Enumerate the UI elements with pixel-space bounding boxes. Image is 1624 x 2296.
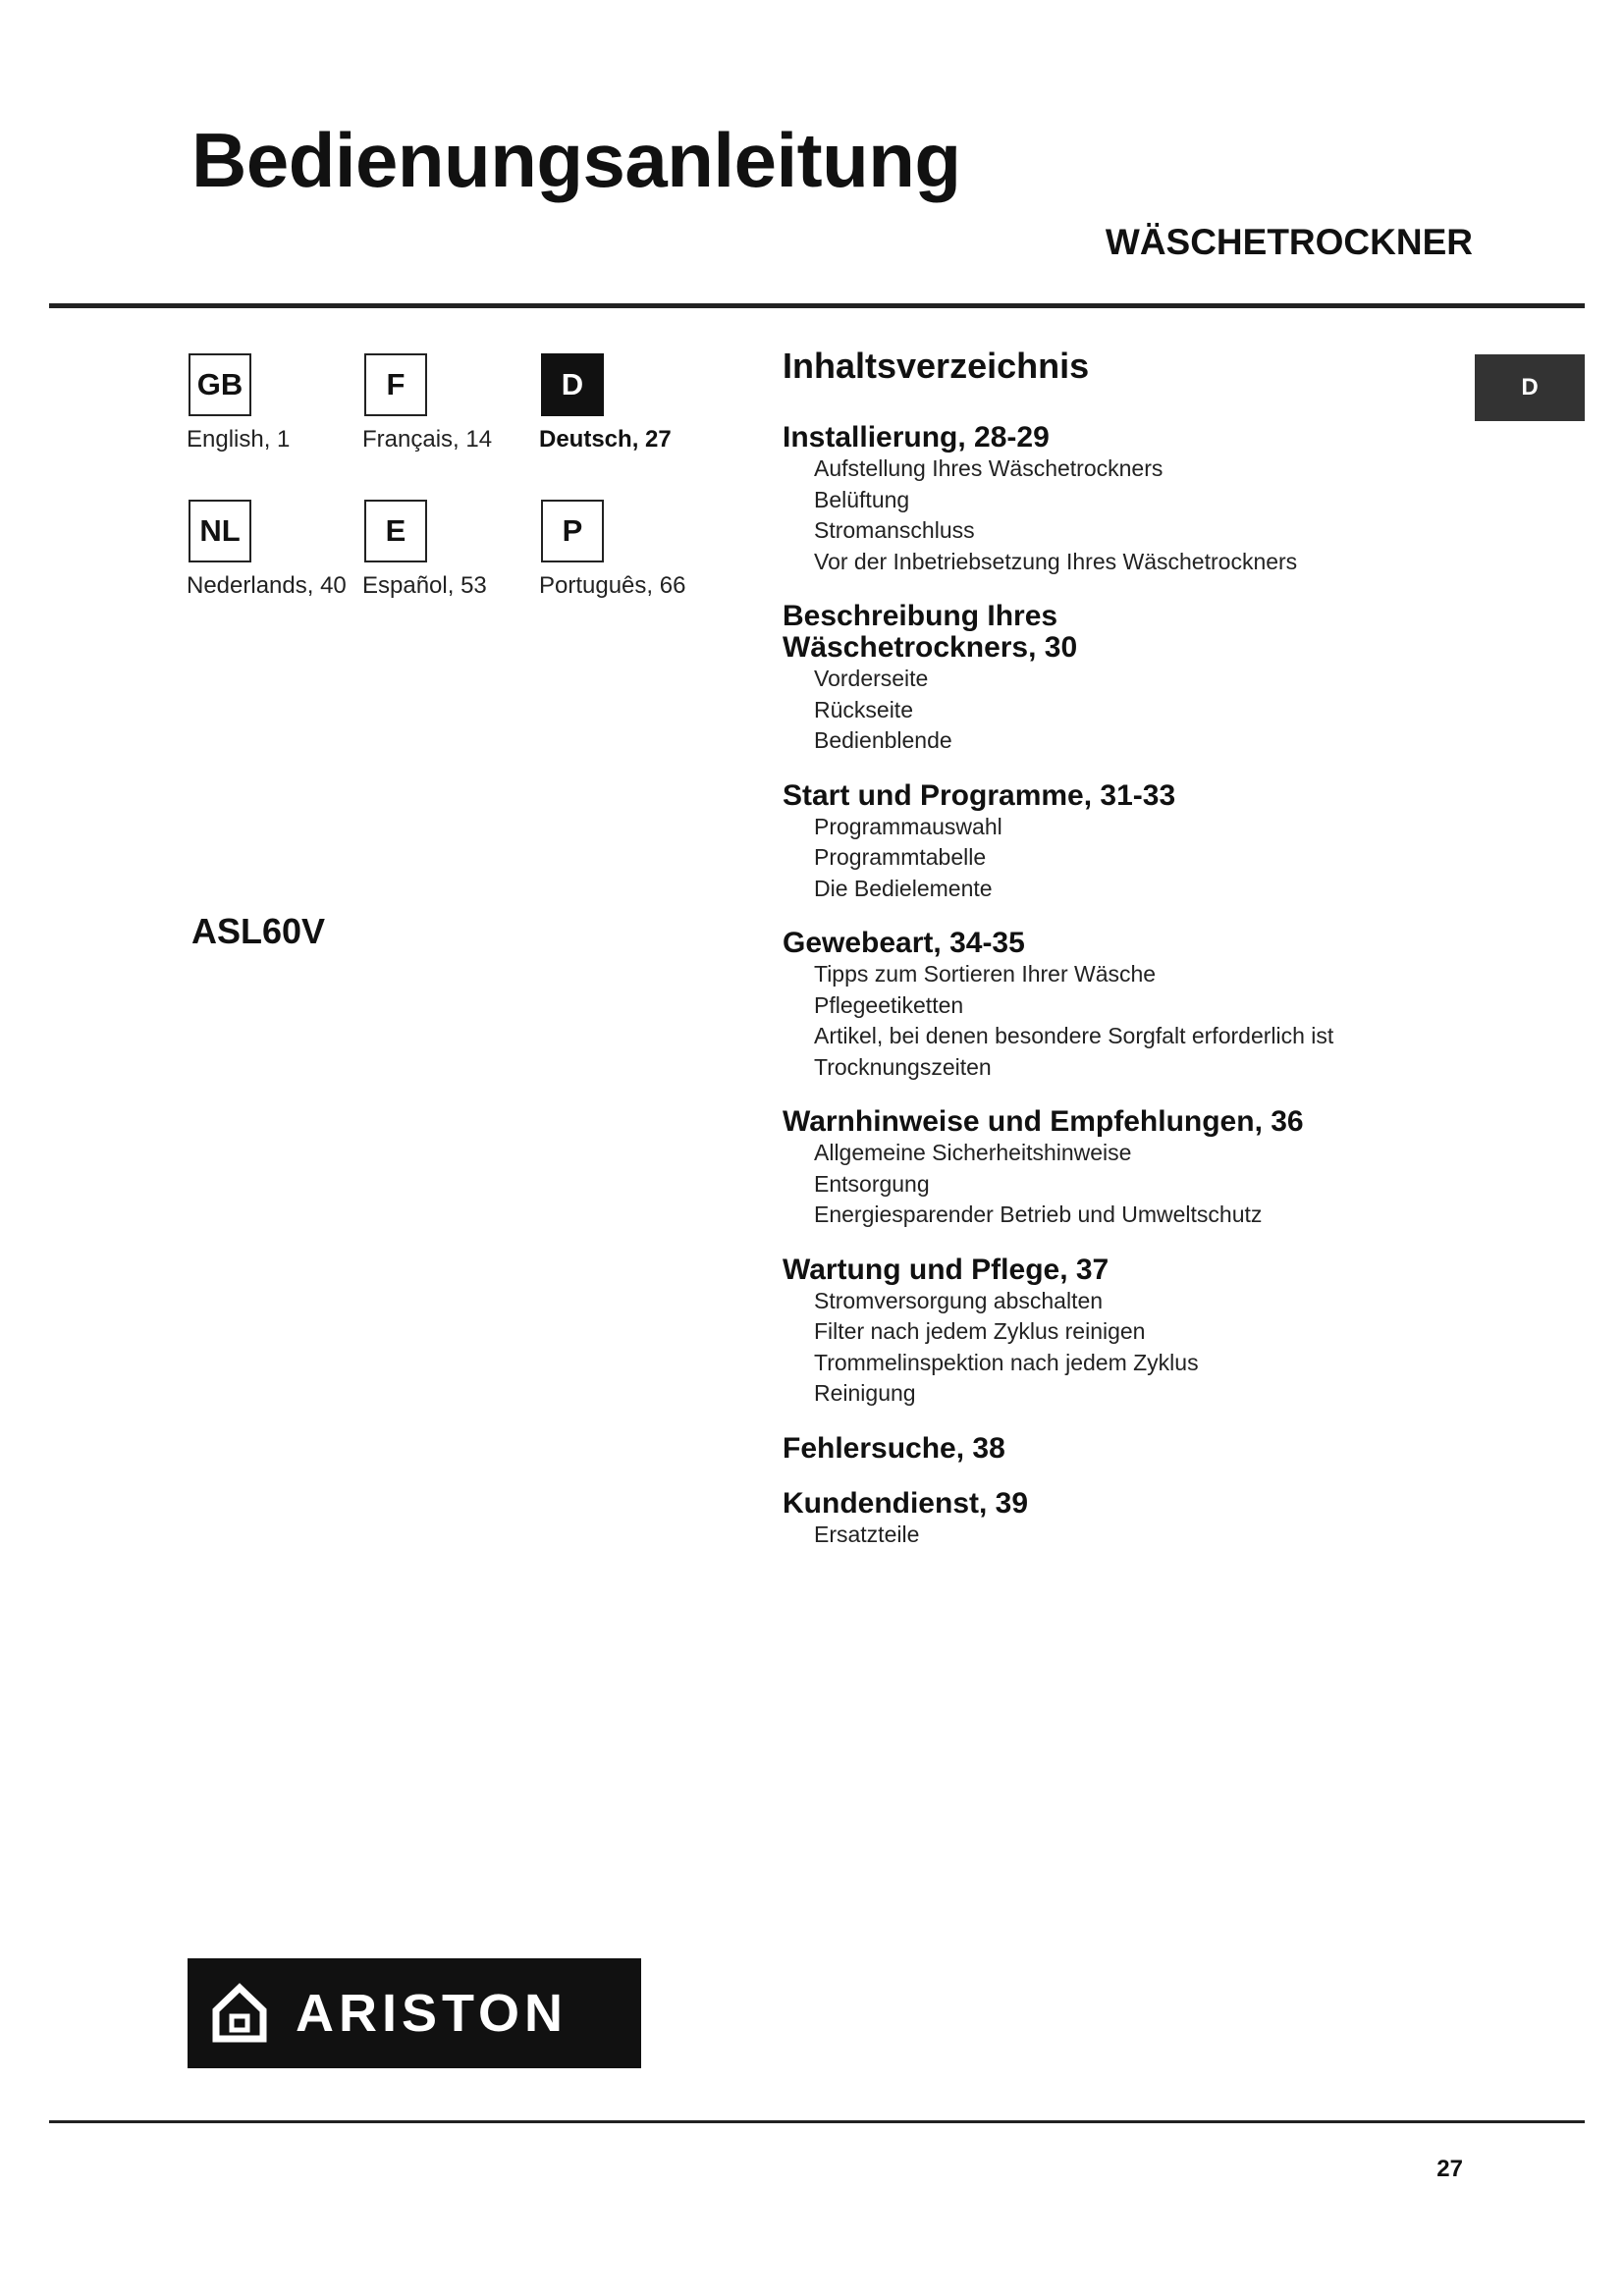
toc-item[interactable]: Pflegeetiketten xyxy=(814,991,964,1018)
language-p[interactable] xyxy=(539,500,726,600)
toc-item[interactable]: Belüftung xyxy=(814,486,910,512)
toc-section-heading[interactable]: Gewebeart, 34-35 xyxy=(783,927,1025,959)
language-f[interactable] xyxy=(362,353,549,454)
language-code: P xyxy=(541,500,604,562)
toc-section-heading[interactable]: Fehlersuche, 38 xyxy=(783,1431,1005,1465)
toc-item[interactable]: Trocknungszeiten xyxy=(814,1053,992,1080)
language-label: Nederlands, 40 xyxy=(187,572,347,599)
toc-section xyxy=(783,1433,1421,1465)
toc-section-heading[interactable]: Kundendienst, 39 xyxy=(783,1486,1029,1520)
toc-section xyxy=(783,1106,1421,1231)
toc-section-heading[interactable]: Installierung, 28-29 xyxy=(783,421,1050,454)
toc-item[interactable]: Allgemeine Sicherheitshinweise xyxy=(814,1140,1132,1165)
model-number: ASL60V xyxy=(191,911,326,951)
language-code: D xyxy=(541,353,604,416)
top-divider xyxy=(49,303,1585,308)
table-of-contents xyxy=(783,346,1421,1574)
bottom-divider xyxy=(49,2120,1585,2123)
toc-item[interactable]: Vor der Inbetriebsetzung Ihres Wäschetrockners xyxy=(814,548,1298,574)
toc-item[interactable]: Tipps zum Sortieren Ihrer Wäsche xyxy=(814,961,1157,987)
toc-section-heading[interactable]: Beschreibung Ihres Wäschetrockners, 30 xyxy=(783,600,1078,664)
toc-section-heading[interactable]: Start und Programme, 31-33 xyxy=(783,778,1176,812)
toc-item[interactable]: Die Bedielemente xyxy=(814,875,993,901)
language-code: E xyxy=(364,500,427,562)
toc-item[interactable]: Reinigung xyxy=(814,1380,916,1406)
language-tab-marker: D xyxy=(1475,354,1585,421)
toc-item[interactable]: Ersatzteile xyxy=(814,1521,920,1547)
toc-item[interactable]: Trommelinspektion nach jedem Zyklus xyxy=(814,1349,1199,1375)
toc-item[interactable]: Stromversorgung abschalten xyxy=(814,1287,1104,1313)
language-label: Português, 66 xyxy=(539,572,686,599)
toc-item[interactable]: Energiesparender Betrieb und Umweltschutz xyxy=(814,1201,1263,1227)
language-label: Français, 14 xyxy=(362,426,493,453)
toc-item[interactable]: Artikel, bei denen besondere Sorgfalt erforderlich ist xyxy=(814,1023,1334,1048)
language-label: English, 1 xyxy=(187,426,291,453)
toc-item[interactable]: Programmauswahl xyxy=(814,813,1002,839)
toc-section xyxy=(783,1488,1421,1551)
toc-item[interactable]: Bedienblende xyxy=(814,727,952,753)
toc-section xyxy=(783,422,1421,577)
page-number: 27 xyxy=(1436,2156,1463,2182)
toc-item[interactable]: Filter nach jedem Zyklus reinigen xyxy=(814,1318,1146,1344)
toc-section xyxy=(783,928,1421,1083)
page-title: Bedienungsanleitung xyxy=(191,117,961,203)
toc-sections xyxy=(783,422,1421,1550)
ariston-logo xyxy=(188,1958,641,2068)
toc-item[interactable]: Rückseite xyxy=(814,696,913,722)
toc-section xyxy=(783,1255,1421,1410)
toc-item[interactable]: Entsorgung xyxy=(814,1170,930,1197)
toc-section xyxy=(783,601,1421,757)
language-code: GB xyxy=(189,353,251,416)
language-label: Español, 53 xyxy=(362,572,487,599)
language-e[interactable] xyxy=(362,500,549,600)
language-gb[interactable] xyxy=(187,353,373,454)
toc-title: Inhaltsverzeichnis xyxy=(783,346,1090,386)
language-label: Deutsch, 27 xyxy=(539,426,672,453)
toc-item[interactable]: Vorderseite xyxy=(814,666,929,691)
language-d[interactable] xyxy=(539,353,726,454)
toc-item[interactable]: Aufstellung Ihres Wäschetrockners xyxy=(814,455,1164,481)
house-icon xyxy=(211,1983,268,2044)
toc-item[interactable]: Stromanschluss xyxy=(814,517,975,543)
toc-section-heading[interactable]: Warnhinweise und Empfehlungen, 36 xyxy=(783,1105,1304,1138)
toc-section-heading[interactable]: Wartung und Pflege, 37 xyxy=(783,1253,1110,1286)
product-category: WÄSCHETROCKNER xyxy=(1105,222,1473,262)
toc-section xyxy=(783,780,1421,905)
logo-wordmark: ARISTON xyxy=(296,1984,568,2043)
language-nl[interactable] xyxy=(187,500,373,600)
language-code: F xyxy=(364,353,427,416)
language-code: NL xyxy=(189,500,251,562)
toc-item[interactable]: Programmtabelle xyxy=(814,844,987,870)
